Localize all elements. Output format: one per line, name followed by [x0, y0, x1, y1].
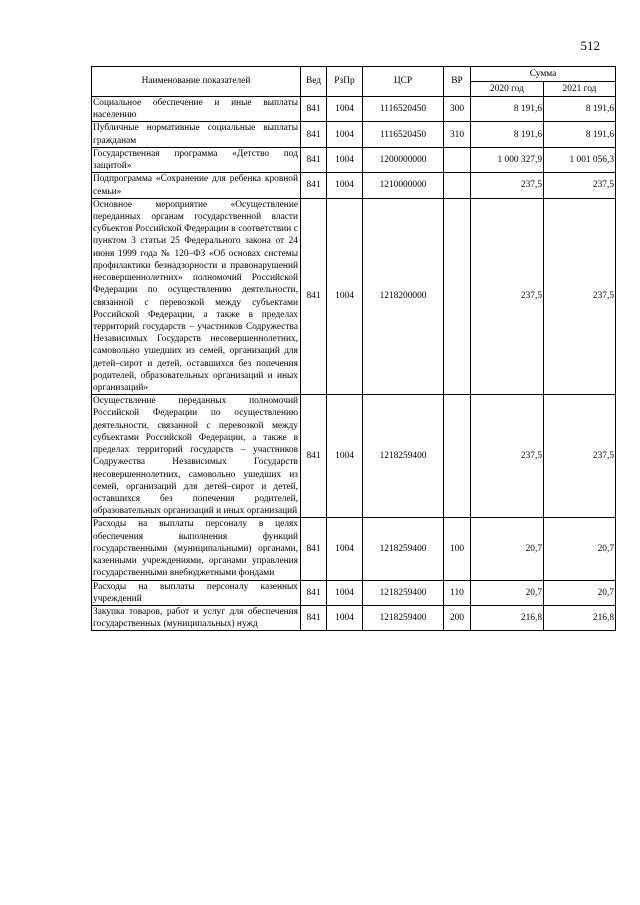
row-csr-cell: 1218259400 [363, 605, 444, 630]
row-rzpr-cell: 1004 [327, 147, 363, 172]
row-csr-cell: 1116520450 [363, 122, 444, 147]
row-rzpr-cell: 1004 [327, 198, 363, 395]
row-ved-cell: 841 [301, 173, 327, 198]
table-row [92, 97, 616, 122]
row-name-cell: Расходы на выплаты персоналу казенных учреждений [92, 580, 301, 605]
row-ved-cell: 841 [301, 97, 327, 122]
header-rzpr: РзПр [327, 67, 363, 97]
row-csr-cell: 1218259400 [363, 518, 444, 580]
row-sum-2020-cell: 20,7 [471, 518, 544, 580]
row-name-cell: Государственная программа «Детство под защитой» [92, 147, 301, 172]
row-rzpr-cell: 1004 [327, 605, 363, 630]
row-name-cell: Социальное обеспечение и иные выплаты населению [92, 97, 301, 122]
row-vr-cell: 110 [444, 580, 471, 605]
row-vr-cell [444, 173, 471, 198]
table-body [92, 97, 616, 631]
row-sum-2020-cell: 8 191,6 [471, 97, 544, 122]
row-sum-2020-cell: 8 191,6 [471, 122, 544, 147]
header-csr: ЦСР [363, 67, 444, 97]
row-ved-cell: 841 [301, 580, 327, 605]
header-ved: Вед [301, 67, 327, 97]
row-sum-2021-cell: 237,5 [544, 198, 616, 395]
row-sum-2021-cell: 237,5 [544, 395, 616, 518]
table-row [92, 122, 616, 147]
table-row [92, 605, 616, 630]
row-sum-2021-cell: 20,7 [544, 580, 616, 605]
header-vr: ВР [444, 67, 471, 97]
row-vr-cell: 310 [444, 122, 471, 147]
row-csr-cell: 1218259400 [363, 395, 444, 518]
row-vr-cell: 100 [444, 518, 471, 580]
row-sum-2020-cell: 237,5 [471, 395, 544, 518]
row-name-cell: Осуществление переданных полномочий Российской Федерации по осуществлению деятельности, связанной с перевозкой между субъектами Российской Федерации, а также в пределах территорий государств – участников Содружества Независимых Государств несовершеннолетних, самовольно ушедших из семей, организаций для детей–сирот и детей, оставшихся без попечения родителей, образовательных организаций и иных организаций [92, 395, 301, 518]
table-row [92, 147, 616, 172]
row-rzpr-cell: 1004 [327, 395, 363, 518]
row-vr-cell: 300 [444, 97, 471, 122]
row-name-cell: Подпрограмма «Сохранение для ребенка кровной семьи» [92, 173, 301, 198]
row-vr-cell [444, 198, 471, 395]
row-name-cell: Расходы на выплаты персоналу в целях обеспечения выполнения функций государственными (муниципальными) органами, казенными учреждениями, органами управления государственными внебюджетными фондами [92, 518, 301, 580]
row-name-cell: Закупка товаров, работ и услуг для обеспечения государственных (муниципальных) нужд [92, 605, 301, 630]
row-vr-cell [444, 395, 471, 518]
row-sum-2020-cell: 237,5 [471, 173, 544, 198]
row-vr-cell: 200 [444, 605, 471, 630]
row-rzpr-cell: 1004 [327, 173, 363, 198]
row-sum-2020-cell: 1 000 327,9 [471, 147, 544, 172]
row-csr-cell: 1200000000 [363, 147, 444, 172]
row-csr-cell: 1218200000 [363, 198, 444, 395]
row-ved-cell: 841 [301, 198, 327, 395]
row-sum-2021-cell: 1 001 056,3 [544, 147, 616, 172]
row-sum-2020-cell: 216,8 [471, 605, 544, 630]
budget-table [91, 66, 616, 631]
row-sum-2021-cell: 237,5 [544, 173, 616, 198]
row-name-cell: Основное мероприятие «Осуществление переданных органам государственной власти субъектов Российской Федерации в соответствии с пунктом 3 статьи 25 Федерального закона от 24 июня 1999 года № 120–ФЗ «Об основах системы профилактики безнадзорности и правонарушений несовершеннолетних» полномочий Российской Федерации по осуществлению деятельности, связанной с перевозкой между субъектами Российской Федерации, а также в пределах территорий государств – участников Содружества Независимых Государств несовершеннолетних, самовольно ушедших из семей, организаций для детей–сирот и детей, оставшихся без попечения родителей, образовательных организаций и иных организаций» [92, 198, 301, 395]
row-rzpr-cell: 1004 [327, 580, 363, 605]
row-sum-2021-cell: 216,8 [544, 605, 616, 630]
table-row [92, 173, 616, 198]
row-vr-cell [444, 147, 471, 172]
row-ved-cell: 841 [301, 518, 327, 580]
header-name: Наименование показателей [92, 67, 301, 97]
page-number: 512 [580, 38, 600, 53]
row-sum-2020-cell: 20,7 [471, 580, 544, 605]
table-row [92, 518, 616, 580]
header-year-2021: 2021 год [544, 82, 616, 97]
row-sum-2021-cell: 8 191,6 [544, 97, 616, 122]
row-ved-cell: 841 [301, 147, 327, 172]
row-rzpr-cell: 1004 [327, 518, 363, 580]
header-sum: Сумма [471, 67, 616, 82]
row-ved-cell: 841 [301, 605, 327, 630]
row-sum-2020-cell: 237,5 [471, 198, 544, 395]
table-row [92, 580, 616, 605]
row-sum-2021-cell: 20,7 [544, 518, 616, 580]
table-row [92, 198, 616, 395]
row-ved-cell: 841 [301, 395, 327, 518]
row-name-cell: Публичные нормативные социальные выплаты гражданам [92, 122, 301, 147]
row-csr-cell: 1218259400 [363, 580, 444, 605]
row-sum-2021-cell: 8 191,6 [544, 122, 616, 147]
row-rzpr-cell: 1004 [327, 122, 363, 147]
row-rzpr-cell: 1004 [327, 97, 363, 122]
row-csr-cell: 1116520450 [363, 97, 444, 122]
row-ved-cell: 841 [301, 122, 327, 147]
header-year-2020: 2020 год [471, 82, 544, 97]
row-csr-cell: 1210000000 [363, 173, 444, 198]
table-row [92, 395, 616, 518]
